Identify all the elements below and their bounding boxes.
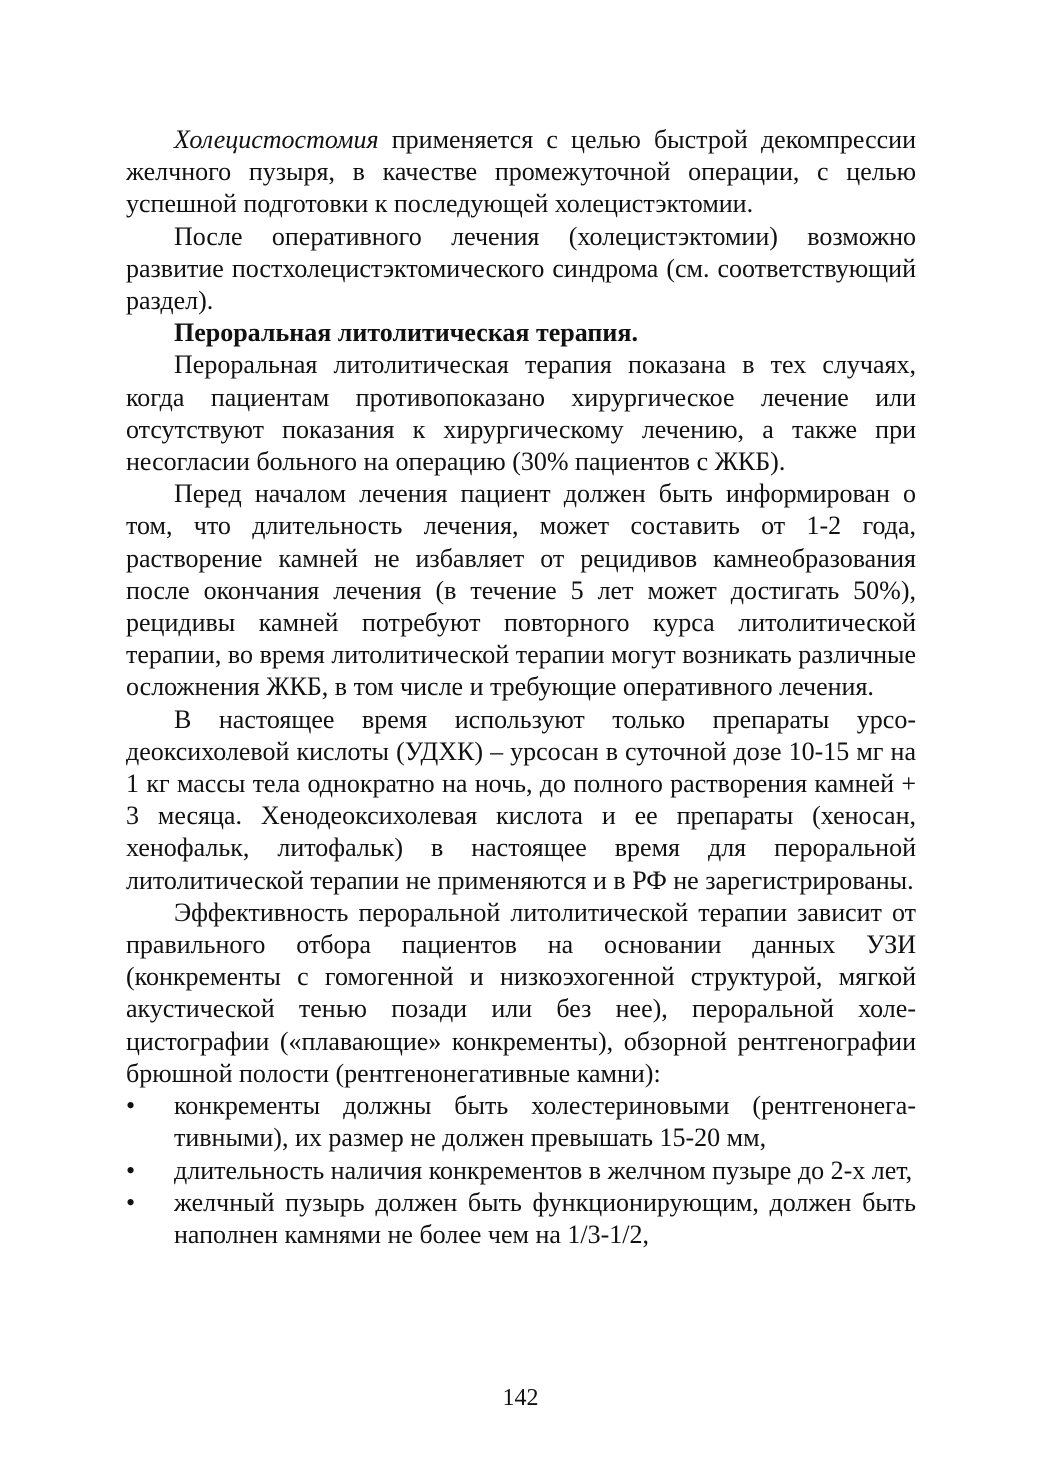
paragraph-indications: Пероральная литолитическая терапия показана в тех случаях, когда пациентам противопоказано хирургическое лечение или отсутствуют показания к хирургическому лечению, а также при несогласии больного на операцию (30% пациентов с ЖКБ). [126,350,916,477]
paragraph-udca-drugs: В настоящее время используют только препараты урсодеоксихолевой кислоты (УДХК) – урсосан в суточной дозе 10-15 мг на 1 кг массы тела однократно на ночь, до полного растворения камней + 3 месяца. Хенодеоксихолевая кислота и ее препараты (хеносан, хенофальк, литофальк) в настоящее время для пероральной литолитической терапии не применяются и в РФ не зарегистрированы. [126,704,916,895]
paragraph-cholecystostomy [126,124,916,221]
bullet-icon: • [126,1155,136,1185]
paragraph-text: применяется с целью быстрой декомпрессии желчного пузыря, в качестве промежуточной операции, с целью успешной подготовки к последующей холецистэктомии. [126,125,916,219]
list-item [126,1090,916,1154]
section-heading: Пероральная литолитическая терапия. [174,318,638,348]
bullet-icon: • [126,1187,136,1217]
list-item [126,1155,916,1187]
list-item-text: длительность наличия конкрементов в желчном пузыре до 2-х лет, [174,1155,913,1185]
list-item-text: конкременты должны быть холестериновыми (рентгенонегативными), их размер не должен превышать 15-20 мм, [174,1091,916,1153]
paragraph-postcholecystectomy: После оперативного лечения (холецистэктомии) возможно развитие постхолецистэктомического синдрома (см. соответствующий раздел). [126,221,916,316]
page-number: 142 [502,1385,539,1411]
list-item-text: желчный пузырь должен быть функционирующим, должен быть наполнен камнями не более чем на 1/3-1/2, [174,1187,916,1249]
paragraph-efficacy: Эффективность пероральной литолитической терапии зависит от правильного отбора пациентов на основании данных УЗИ (конкременты с гомогенной и низкоэхогенной структурой, мягкой акустической тенью позади или без нее), пероральной холецистографии («плавающие» конкременты), обзорной рентгенографии брюшной полости (рентгенонегативные камни): [126,897,916,1088]
page-body [126,124,916,1251]
paragraph-patient-information: Перед началом лечения пациент должен быть информирован о том, что длительность лечения, может составить от 1-2 года, растворение камней не избавляет от рецидивов камнеобразования после окончания лечения (в течение 5 лет может достигать 50%), рецидивы камней потребуют повторного курса литолитической терапии, во время литолитической терапии могут возникать различные осложнения ЖКБ, в том числе и требующие оперативного лечения. [126,479,916,702]
criteria-list [126,1090,916,1251]
list-item [126,1187,916,1251]
bullet-icon: • [126,1091,136,1121]
paragraph-lead-term: Холецистостомия [174,125,379,154]
